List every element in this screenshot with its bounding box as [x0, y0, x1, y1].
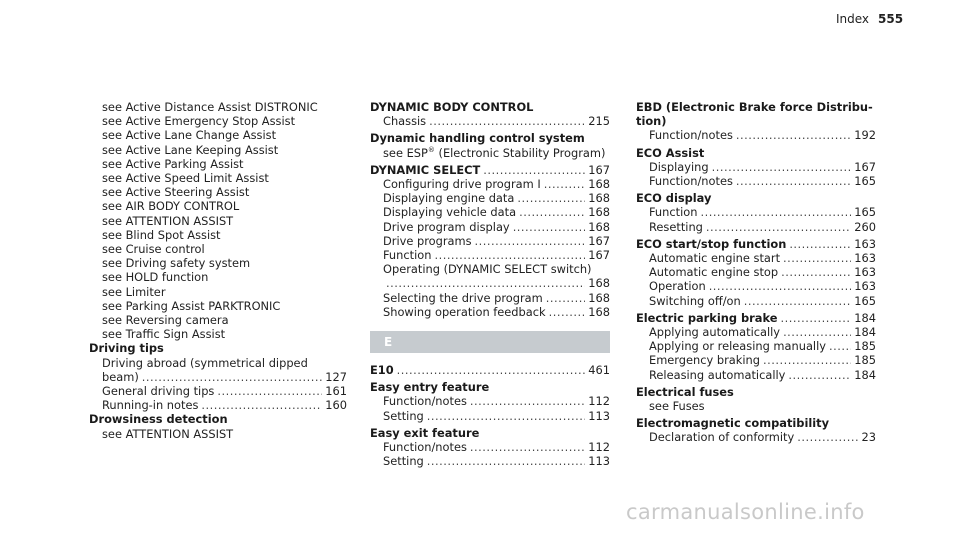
page-ref: 168 [588, 177, 610, 192]
index-label: Function [649, 205, 698, 220]
leader-dots [397, 363, 586, 377]
page-ref: 168 [588, 304, 610, 319]
list-item[interactable]: see Blind Spot Assist [102, 227, 221, 242]
page-ref: 112 [588, 440, 610, 455]
index-row[interactable] [370, 454, 610, 468]
index-row[interactable] [370, 114, 610, 128]
leader-dots [744, 294, 852, 308]
leader-dots [783, 251, 851, 265]
leader-dots [470, 394, 585, 408]
page-ref: 185 [854, 339, 876, 354]
watermark: carmanualsonline.info [626, 500, 865, 524]
entry-heading-easy-exit: Easy exit feature [370, 425, 480, 440]
entry-heading-easy-entry: Easy entry feature [370, 380, 490, 395]
page-number: 555 [878, 12, 904, 26]
entry-heading-dhcs: Dynamic handling control system [370, 131, 585, 146]
index-row[interactable] [636, 353, 876, 367]
index-label: Drive programs [383, 233, 472, 248]
leader-dots [549, 305, 586, 319]
leader-dots [706, 220, 851, 234]
index-label: Function/notes [649, 174, 733, 189]
index-row[interactable] [636, 174, 876, 188]
page-ref: 167 [588, 248, 610, 263]
leader-dots [427, 409, 585, 423]
list-item[interactable]: see ATTENTION ASSIST [102, 213, 234, 228]
entry-heading-ebd: EBD (Electronic Brake force Distribu- [636, 100, 873, 114]
list-item[interactable]: see Parking Assist PARKTRONIC [102, 298, 281, 313]
list-item[interactable]: see Active Speed Limit Assist [102, 171, 269, 186]
index-row[interactable] [370, 191, 610, 205]
index-label: Showing operation feedback [383, 304, 546, 319]
page-ref: 184 [854, 367, 876, 382]
leader-dots [519, 205, 585, 219]
see-reference[interactable] [370, 146, 610, 160]
index-label: Running-in notes [102, 398, 199, 413]
index-row[interactable] [370, 220, 610, 234]
page-ref: 215 [588, 114, 610, 129]
index-label: Chassis [383, 114, 427, 129]
list-item[interactable]: see HOLD function [102, 270, 209, 285]
page-ref: 192 [854, 128, 876, 143]
leader-dots [781, 265, 851, 279]
index-label: Displaying [649, 159, 709, 174]
page-ref: 184 [854, 310, 876, 325]
index-row[interactable] [636, 279, 876, 293]
page-ref: 127 [325, 369, 347, 384]
leader-dots [788, 368, 851, 382]
index-row[interactable] [636, 251, 876, 265]
page-ref: 167 [854, 159, 876, 174]
index-row[interactable] [370, 248, 610, 262]
see-list [89, 100, 347, 341]
leader-dots [517, 191, 585, 205]
leader-dots [797, 430, 858, 444]
entry-heading-eco-assist: ECO Assist [636, 145, 705, 160]
index-row[interactable] [636, 339, 876, 353]
entry-heading-emc: Electromagnetic compatibility [636, 416, 830, 431]
entry-heading-electrical-fuses: Electrical fuses [636, 384, 734, 399]
see-reference[interactable]: see ATTENTION ASSIST [102, 426, 234, 441]
leader-dots [142, 370, 322, 384]
index-label: Configuring drive program I [383, 177, 541, 192]
page-ref: 165 [854, 205, 876, 220]
leader-dots [427, 454, 585, 468]
page-ref: 160 [325, 398, 347, 413]
list-item[interactable]: see AIR BODY CONTROL [102, 199, 240, 214]
page-ref: 23 [861, 430, 876, 445]
index-heading: E10 [370, 363, 394, 378]
leader-dots [709, 279, 852, 293]
index-row[interactable] [636, 160, 876, 174]
index-row[interactable] [370, 363, 610, 377]
index-row[interactable] [370, 177, 610, 191]
page-ref: 168 [588, 219, 610, 234]
list-item[interactable]: see Active Emergency Stop Assist [102, 114, 296, 129]
index-label: beam) [102, 369, 139, 384]
leader-dots [201, 398, 322, 412]
index-column-1 [89, 100, 347, 441]
page-ref: 168 [588, 276, 610, 291]
index-row[interactable] [89, 370, 347, 384]
index-label: Resetting [649, 219, 703, 234]
index-label: Function/notes [383, 394, 467, 409]
index-label: Emergency braking [649, 353, 760, 368]
leader-dots [483, 163, 585, 177]
index-label: Function/notes [649, 128, 733, 143]
index-row[interactable] [370, 163, 610, 177]
page-ref: 461 [588, 363, 610, 378]
leader-dots [736, 174, 851, 188]
leader-dots [475, 234, 586, 248]
page-ref: 112 [588, 394, 610, 409]
index-row[interactable] [636, 325, 876, 339]
page-ref: 167 [588, 162, 610, 177]
index-row[interactable] [636, 368, 876, 382]
page-ref: 167 [588, 233, 610, 248]
leader-dots [712, 160, 852, 174]
page-ref: 165 [854, 293, 876, 308]
page-ref: 165 [854, 174, 876, 189]
index-label: Setting [383, 454, 424, 469]
index-label: Applying or releasing manually [649, 339, 826, 354]
index-column-2 [370, 100, 610, 468]
entry-heading-ebd-cont: tion) [636, 114, 667, 129]
leader-dots [544, 177, 586, 191]
index-row[interactable] [370, 205, 610, 219]
index-label: Displaying vehicle data [383, 205, 517, 220]
leader-dots [789, 237, 851, 251]
page-ref: 113 [588, 408, 610, 423]
entry-text: Operating (DYNAMIC SELECT switch) [383, 262, 592, 277]
index-heading: DYNAMIC SELECT [370, 162, 481, 177]
index-row[interactable] [89, 384, 347, 398]
entry-heading-dbc: DYNAMIC BODY CONTROL [370, 100, 534, 114]
section-letter-bar: E [370, 331, 610, 353]
list-item[interactable]: see Active Steering Assist [102, 185, 250, 200]
leader-dots [513, 220, 586, 234]
page-ref: 163 [854, 265, 876, 280]
index-label: Function/notes [383, 440, 467, 455]
page-ref: 168 [588, 290, 610, 305]
list-item[interactable]: see Active Lane Change Assist [102, 128, 277, 143]
index-row[interactable] [636, 220, 876, 234]
page-ref: 168 [588, 191, 610, 206]
list-item[interactable]: see Active Distance Assist DISTRONIC [102, 100, 318, 114]
see-text: (Electronic Stability Program) [434, 145, 606, 160]
index-label: General driving tips [102, 384, 215, 399]
index-row[interactable] [370, 291, 610, 305]
index-row[interactable] [636, 265, 876, 279]
index-label: Selecting the drive program [383, 290, 543, 305]
page-ref: 113 [588, 454, 610, 469]
page-ref: 260 [854, 219, 876, 234]
list-item[interactable]: see Limiter [102, 284, 166, 299]
page-header [836, 12, 903, 26]
index-label: Releasing automatically [649, 367, 786, 382]
registered-mark: ® [427, 145, 435, 154]
index-row[interactable] [370, 276, 610, 290]
index-row[interactable] [370, 305, 610, 319]
index-label: Applying automatically [649, 325, 781, 340]
leader-dots [386, 276, 585, 290]
see-text: see ESP [383, 145, 428, 160]
see-reference[interactable]: see Fuses [649, 399, 705, 414]
index-row[interactable] [370, 409, 610, 423]
leader-dots [783, 325, 851, 339]
page-ref: 163 [854, 279, 876, 294]
entry-heading-drowsiness: Drowsiness detection [89, 412, 228, 427]
page-ref: 168 [588, 205, 610, 220]
index-row[interactable] [636, 311, 876, 325]
page-ref: 185 [854, 353, 876, 368]
leader-dots [700, 205, 851, 219]
list-item[interactable]: see Traffic Sign Assist [102, 327, 226, 342]
index-label: Index [836, 12, 870, 26]
index-heading: Electric parking brake [636, 310, 778, 325]
index-label: Automatic engine start [649, 251, 781, 266]
index-label: Operation [649, 279, 706, 294]
list-item[interactable]: see Active Lane Keeping Assist [102, 142, 279, 157]
list-item[interactable]: see Active Parking Assist [102, 156, 244, 171]
index-row[interactable] [636, 294, 876, 308]
index-row[interactable] [636, 205, 876, 219]
entry-text: Driving abroad (symmetrical dipped [102, 355, 308, 370]
index-row[interactable] [370, 234, 610, 248]
index-row[interactable] [636, 237, 876, 251]
leader-dots [434, 248, 585, 262]
list-item[interactable]: see Reversing camera [102, 313, 229, 328]
index-label: Setting [383, 408, 424, 423]
leader-dots [470, 440, 585, 454]
leader-dots [429, 114, 585, 128]
page-ref: 163 [854, 236, 876, 251]
index-row[interactable] [89, 398, 347, 412]
page-ref: 184 [854, 325, 876, 340]
index-label: Displaying engine data [383, 191, 515, 206]
leader-dots [217, 384, 322, 398]
entry-heading-driving-tips: Driving tips [89, 341, 164, 356]
leader-dots [736, 128, 851, 142]
leader-dots [829, 339, 851, 353]
index-column-3 [636, 100, 876, 445]
index-row[interactable] [370, 440, 610, 454]
index-row[interactable] [636, 430, 876, 444]
list-item[interactable]: see Cruise control [102, 242, 205, 257]
index-label: Automatic engine stop [649, 265, 779, 280]
index-label: Function [383, 248, 432, 263]
index-label: Declaration of conformity [649, 430, 795, 445]
page-ref: 161 [325, 384, 347, 399]
index-row[interactable] [636, 128, 876, 142]
index-label: Drive program display [383, 219, 510, 234]
leader-dots [780, 311, 851, 325]
entry-heading-eco-display: ECO display [636, 191, 712, 206]
list-item[interactable]: see Driving safety system [102, 256, 251, 271]
index-label: Switching off/on [649, 293, 741, 308]
index-row[interactable] [370, 394, 610, 408]
index-heading: ECO start/stop function [636, 236, 787, 251]
page-ref: 163 [854, 251, 876, 266]
leader-dots [546, 291, 585, 305]
leader-dots [763, 353, 851, 367]
